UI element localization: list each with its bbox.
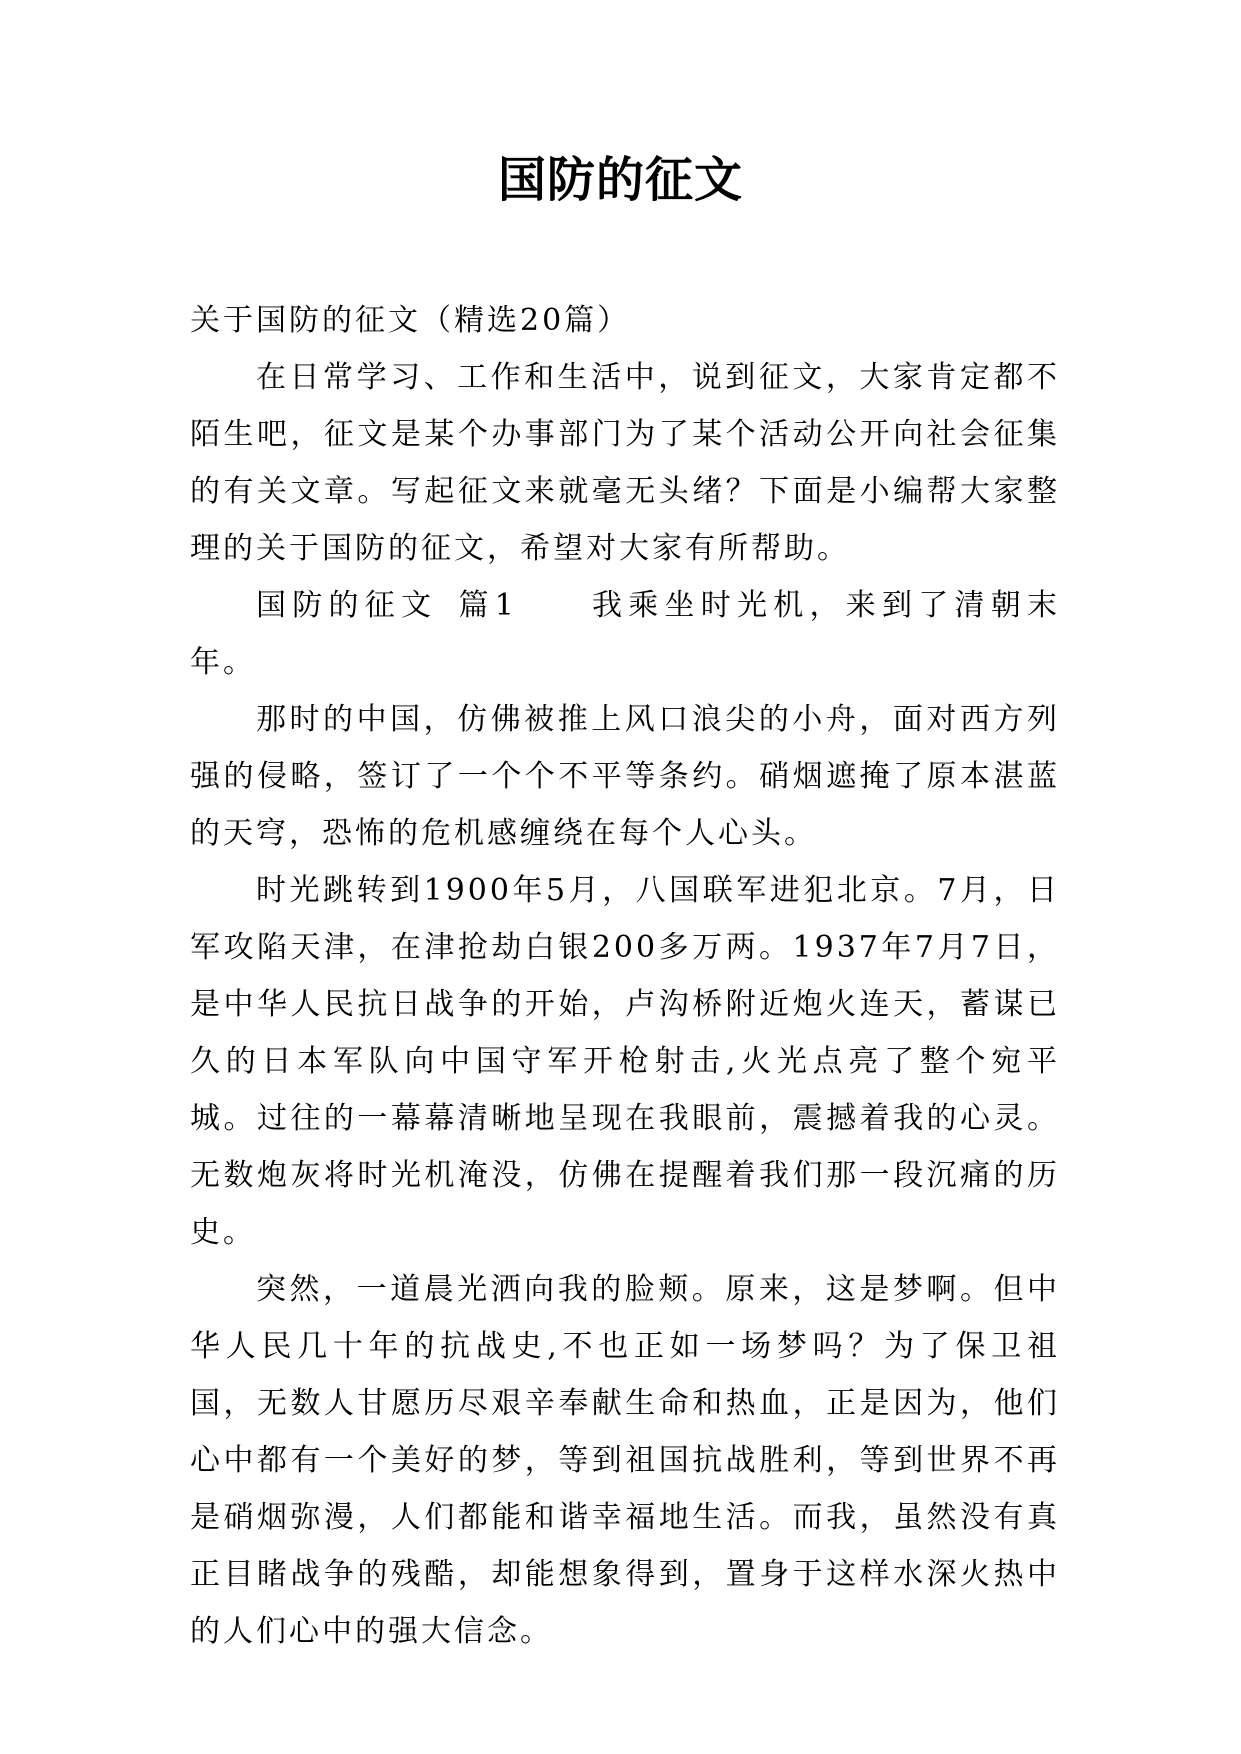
section-number: 篇1 <box>455 588 517 623</box>
body-paragraph: 时光跳转到1900年5月，八国联军进犯北京。7月，日军攻陷天津，在津抢劫白银200多万两。1937年7月7日，是中华人民抗日战争的开始，卢沟桥附近炮火连天，蓄谋已久的日本军队向中国守军开枪射击,火光点亮了整个宛平城。过往的一幕幕清晰地呈现在我眼前，震撼着我的心灵。无数炮灰将时光机淹没，仿佛在提醒着我们那一段沉痛的历史。 <box>190 873 1060 1250</box>
intro-paragraph: 在日常学习、工作和生活中，说到征文，大家肯定都不陌生吧，征文是某个办事部门为了某个活动公开向社会征集的有关文章。写起征文来就毫无头绪？下面是小编帮大家整理的关于国防的征文，希望对大家有所帮助。 <box>190 360 1060 566</box>
section-heading-line <box>190 577 1060 691</box>
page-title: 国防的征文 <box>497 152 743 208</box>
document-body <box>190 292 1060 1660</box>
body-paragraph: 突然，一道晨光洒向我的脸颊。原来，这是梦啊。但中华人民几十年的抗战史,不也正如一场梦吗？为了保卫祖国，无数人甘愿历尽艰辛奉献生命和热血，正是因为，他们心中都有一个美好的梦，等到祖国抗战胜利，等到世界不再是硝烟弥漫，人们都能和谐幸福地生活。而我，虽然没有真正目睹战争的残酷，却能想象得到，置身于这样水深火热中的人们心中的强大信念。 <box>190 1272 1060 1649</box>
body-paragraph: 那时的中国，仿佛被推上风口浪尖的小舟，面对西方列强的侵略，签订了一个个不平等条约。硝烟遮掩了原本湛蓝的天穹，恐怖的危机感缠绕在每个人心头。 <box>190 702 1060 851</box>
document-subtitle: 关于国防的征文（精选20篇） <box>190 303 631 338</box>
section-first-line: 我乘坐时光机，来到了清朝末年。 <box>190 588 1061 680</box>
section-title: 国防的征文 <box>256 588 438 623</box>
